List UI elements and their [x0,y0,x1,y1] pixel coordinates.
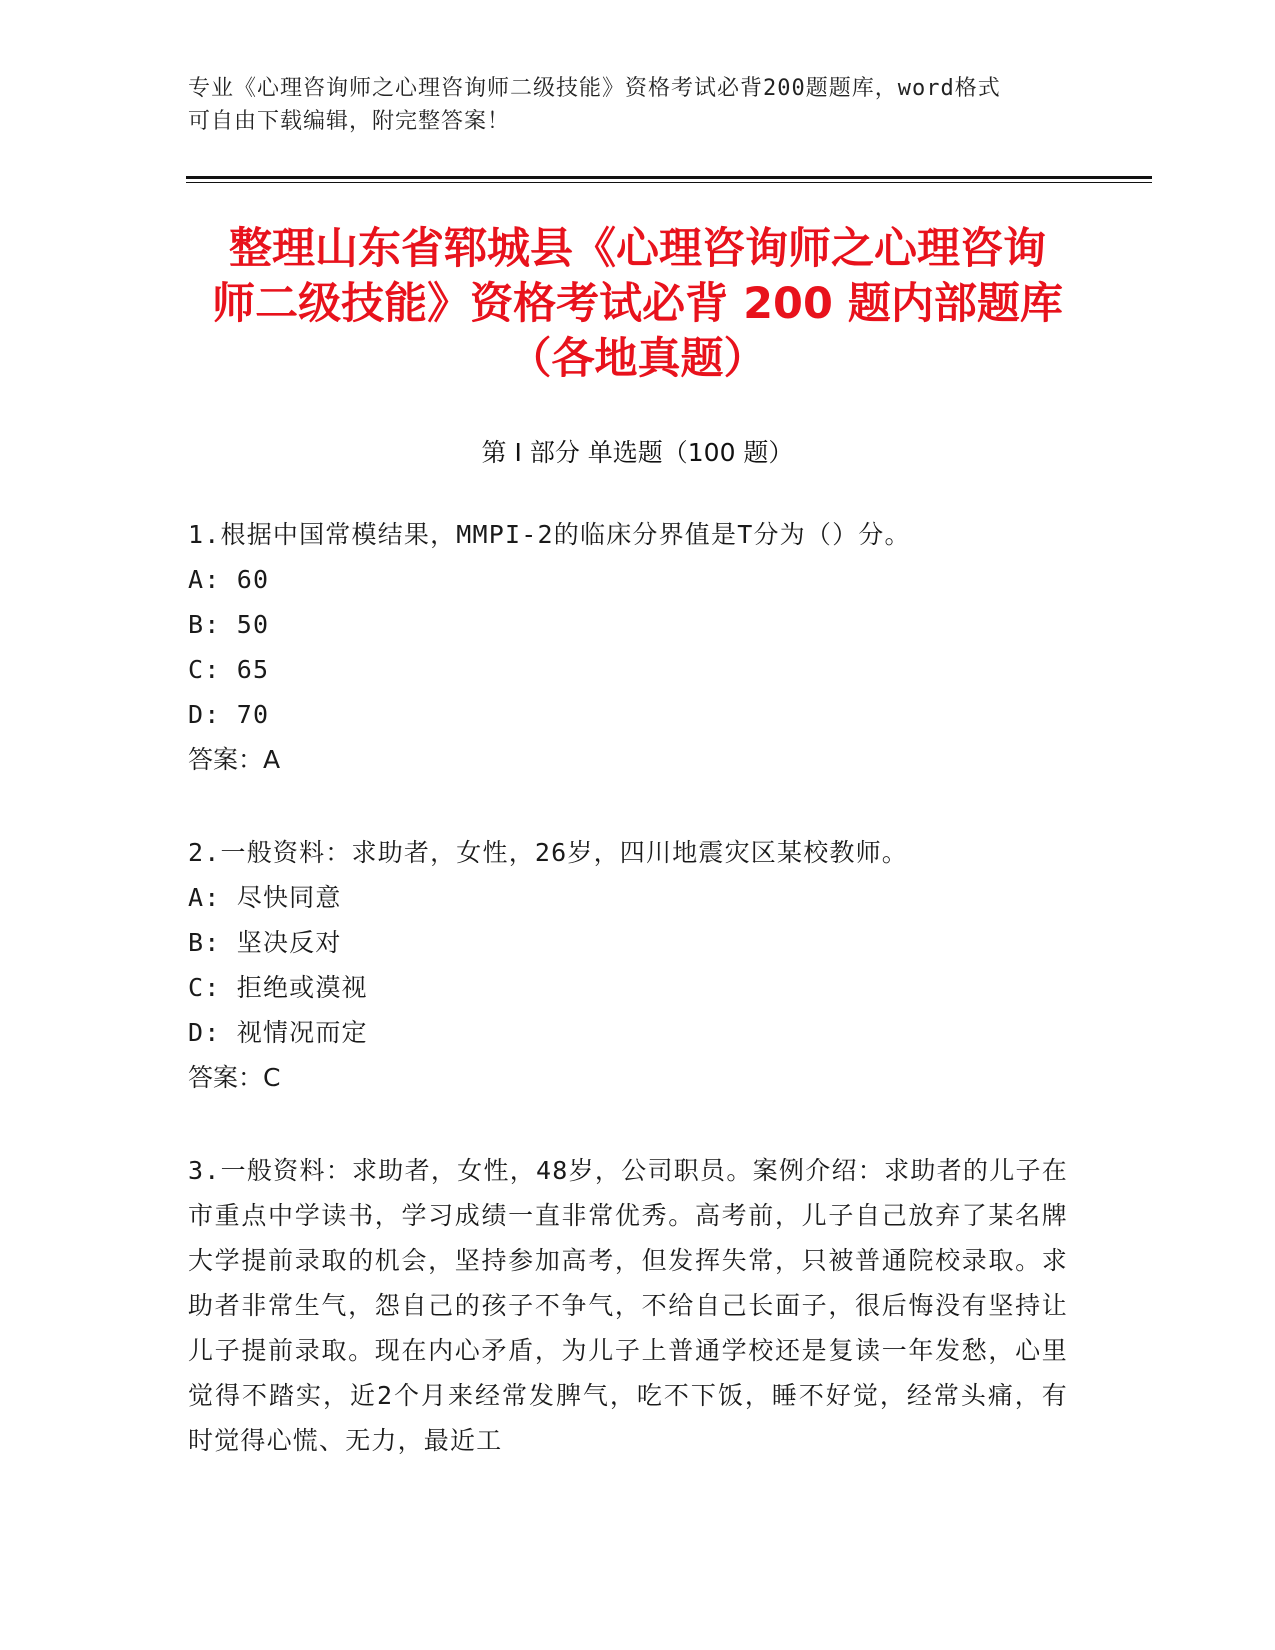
option-d: D: 70 [188,700,270,729]
question-stem: 1.根据中国常模结果，MMPI-2的临床分界值是T分为（）分。 [188,520,911,549]
answer: 答案：A [188,745,281,774]
question-stem: 3.一般资料：求助者，女性，48岁，公司职员。案例介绍：求助者的儿子在市重点中学读书，学习成绩一直非常优秀。高考前，儿子自己放弃了某名牌大学提前录取的机会，坚持参加高考，但发挥失常，只被普通院校录取。求助者非常生气，怨自己的孩子不争气，不给自己长面子，很后悔没有坚持让儿子提前录取。现在内心矛盾，为儿子上普通学校还是复读一年发愁，心里觉得不踏实，近2个月来经常发脾气，吃不下饭，睡不好觉，经常头痛，有时觉得心慌、无力，最近工 [188,1156,1068,1455]
header-line-1: 专业《心理咨询师之心理咨询师二级技能》资格考试必背200题题库，word格式 [188,76,1001,101]
title-line-2: 师二级技能》资格考试必背 200 题内部题库 [212,279,1063,329]
question-3 [188,1148,1068,1463]
question-1 [188,512,1068,782]
option-d: D: 视情况而定 [188,1018,368,1047]
option-b: B: 坚决反对 [188,928,342,957]
option-a: A: 60 [188,565,270,594]
section-heading: 第 I 部分 单选题（100 题） [481,438,794,467]
question-stem: 2.一般资料：求助者，女性，26岁，四川地震灾区某校教师。 [188,838,909,867]
option-c: C: 65 [188,655,270,684]
option-a: A: 尽快同意 [188,883,342,912]
option-c: C: 拒绝或漠视 [188,973,368,1002]
header-line-2: 可自由下载编辑，附完整答案！ [188,109,511,134]
title-line-1: 整理山东省郓城县《心理咨询师之心理咨询 [229,224,1046,274]
page-header [188,72,1068,138]
option-b: B: 50 [188,610,270,639]
question-2 [188,830,1068,1100]
document-title [150,222,1125,387]
title-line-3: （各地真题） [508,334,767,384]
header-rule-thick [186,176,1152,179]
header-rule-thin [186,182,1152,183]
answer: 答案：C [188,1063,281,1092]
